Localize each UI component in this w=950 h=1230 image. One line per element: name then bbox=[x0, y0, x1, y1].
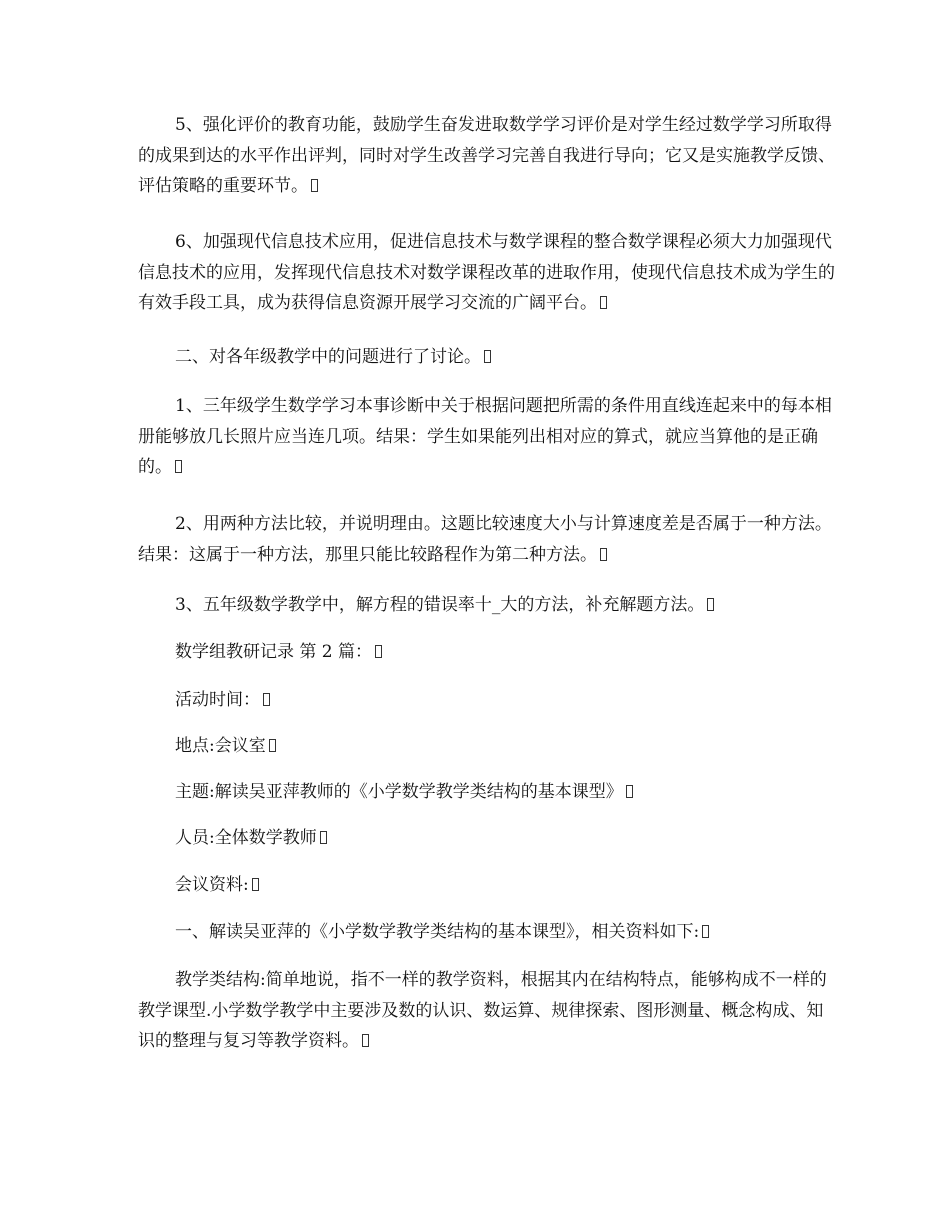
paragraph-item-1 bbox=[138, 391, 838, 483]
activity-time-line bbox=[138, 685, 878, 716]
paragraph-item-2 bbox=[138, 509, 838, 570]
paragraph-mark-icon bbox=[702, 925, 709, 938]
paragraph-text: 主题:解读吴亚萍教师的《小学数学教学类结构的基本课型》 bbox=[175, 782, 623, 802]
section-heading-2 bbox=[138, 342, 878, 373]
paragraph-text: 1、三年级学生数学学习本事诊断中关于根据问题把所需的条件用直线连起来中的每本相册能够放几长照片应当连几项。结果：学生如果能列出相对应的算式，就应当算他的是正确的。 bbox=[138, 396, 832, 477]
paragraph-text: 活动时间： bbox=[175, 690, 260, 710]
paragraph-text: 教学类结构:简单地说，指不一样的教学资料，根据其内在结构特点，能够构成不一样的教学课型.小学数学教学中主要涉及数的认识、数运算、规律探索、图形测量、概念构成、知识的整理与复习等教学资料。 bbox=[138, 970, 827, 1051]
paragraph-text: 地点:会议室 bbox=[175, 736, 266, 756]
paragraph-text: 6、加强现代信息技术应用，促进信息技术与数学课程的整合数学课程必须大力加强现代信息技术的应用，发挥现代信息技术对数学课程改革的进取作用，使现代信息技术成为学生的有效手段工具，成为获得信息资源开展学习交流的广阔平台。 bbox=[138, 232, 835, 313]
paragraph-mark-icon bbox=[320, 831, 327, 844]
paragraph-text: 数学组教研记录 第 2 篇： bbox=[175, 642, 373, 662]
section-heading-1 bbox=[138, 917, 878, 948]
paragraph-mark-icon bbox=[362, 1034, 369, 1047]
paragraph-mark-icon bbox=[263, 693, 270, 706]
attendees-line bbox=[138, 823, 878, 854]
paragraph-text: 2、用两种方法比较，并说明理由。这题比较速度大小与计算速度差是否属于一种方法。结果：这属于一种方法，那里只能比较路程作为第二种方法。 bbox=[138, 514, 832, 565]
paragraph-text: 一、解读吴亚萍的《小学数学教学类结构的基本课型》，相关资料如下: bbox=[175, 922, 700, 942]
paragraph-item-6 bbox=[138, 227, 838, 319]
paragraph-mark-icon bbox=[626, 785, 633, 798]
paragraph-mark-icon bbox=[707, 598, 714, 611]
paragraph-mark-icon bbox=[375, 645, 382, 658]
teaching-structure-paragraph bbox=[138, 965, 838, 1057]
paragraph-item-3 bbox=[138, 590, 878, 621]
paragraph-mark-icon bbox=[175, 460, 182, 473]
paragraph-mark-icon bbox=[311, 179, 318, 192]
paragraph-text: 二、对各年级教学中的问题进行了讨论。 bbox=[175, 347, 481, 367]
paragraph-text: 人员:全体数学教师 bbox=[175, 828, 317, 848]
record-title bbox=[138, 637, 878, 668]
paragraph-mark-icon bbox=[600, 296, 607, 309]
paragraph-text: 3、五年级数学教学中，解方程的错误率十_大的方法，补充解题方法。 bbox=[175, 595, 705, 615]
paragraph-mark-icon bbox=[600, 548, 607, 561]
paragraph-mark-icon bbox=[269, 739, 276, 752]
meeting-materials-line bbox=[138, 870, 878, 901]
location-line bbox=[138, 731, 878, 762]
paragraph-text: 会议资料: bbox=[175, 875, 249, 895]
paragraph-text: 5、强化评价的教育功能，鼓励学生奋发进取数学学习评价是对学生经过数学学习所取得的成果到达的水平作出评判，同时对学生改善学习完善自我进行导向；它又是实施教学反馈、评估策略的重要环节。 bbox=[138, 115, 835, 196]
paragraph-mark-icon bbox=[484, 350, 491, 363]
paragraph-mark-icon bbox=[252, 878, 259, 891]
topic-line bbox=[138, 777, 878, 808]
paragraph-item-5 bbox=[138, 110, 838, 202]
